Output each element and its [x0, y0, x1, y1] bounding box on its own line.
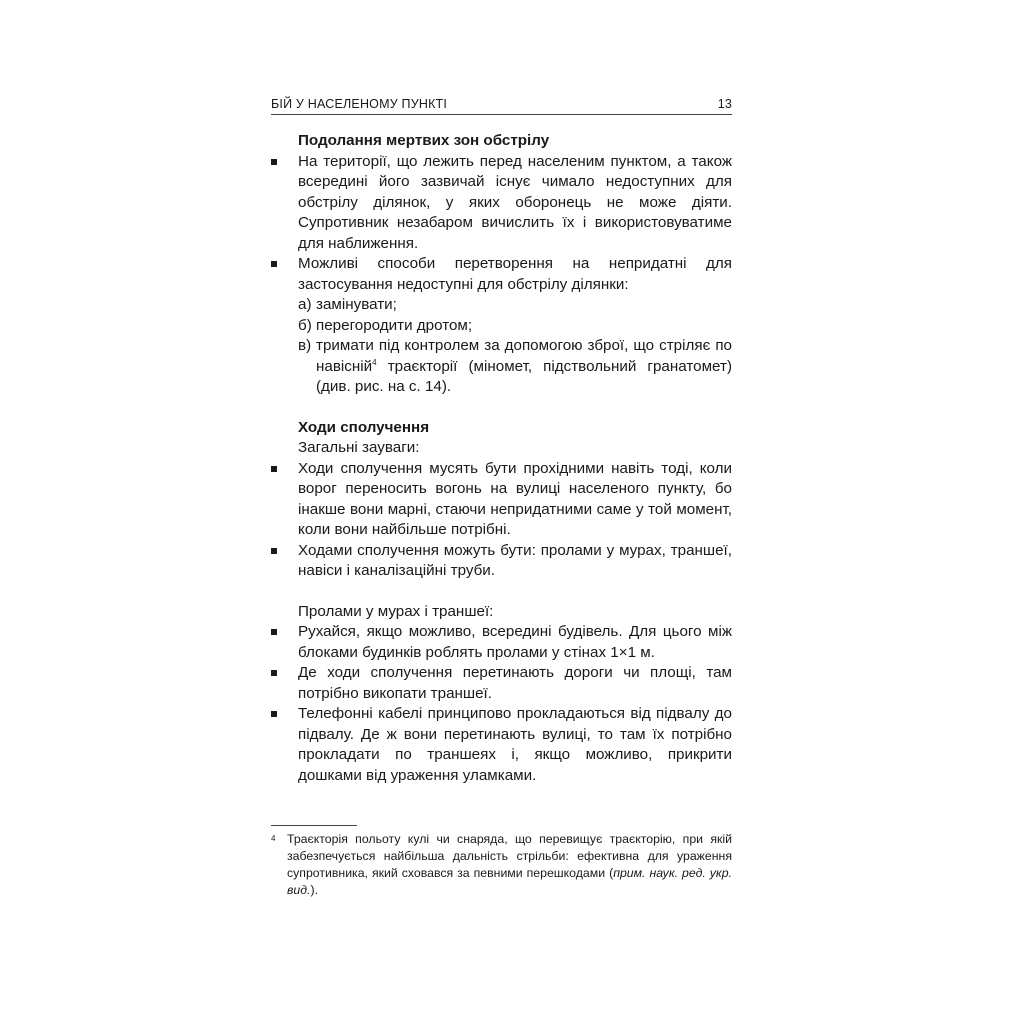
bullet-icon	[271, 629, 277, 635]
list-item: Де ходи сполучення перетинають дороги чи площі, там потрібно викопати траншеї.	[271, 663, 732, 704]
bullet-icon	[271, 670, 277, 676]
footnote-reference[interactable]: 4	[372, 357, 377, 367]
footnote: 4 Траєкторія польоту кулі чи снаряда, що перевищує траєкторію, при якій забезпечується найбільша дальність стрільби: ефективна для ураження супротивника, який сховався за певними перешкодами (прим. наук. ред. укр. вид.).	[271, 832, 732, 897]
bullet-icon	[271, 711, 277, 717]
subsection-label: Пролами у мурах і траншеї:	[298, 602, 494, 620]
list-item: Рухайся, якщо можливо, всередині будівель. Для цього між блоками будинків роблять пролами у стінах 1×1 м.	[271, 622, 732, 663]
main-text	[271, 131, 732, 786]
page-number: 13	[717, 97, 732, 111]
sub-item-a: а) замінувати;	[298, 296, 397, 313]
section-heading-communication: Ходи сполучення	[298, 418, 430, 436]
list-item: Ходи сполучення мусять бути прохідними навіть тоді, коли ворог переносить вогонь на вулиці населеного пункту, бо інакше вони марні, стаючи непридатними саме у той момент, коли вони найбільше потрібні.	[271, 459, 732, 541]
bullet-icon	[271, 466, 277, 472]
sub-item-c: в) тримати під контролем за допомогою зброї, що стріляє по навісній$^4$ траєкторії (міномет, підствольний гранатомет) (див. рис. на с. 14).	[298, 337, 732, 395]
running-header	[271, 94, 732, 115]
list-item: Телефонні кабелі принципово прокладаються від підвалу до підвалу. Де ж вони перетинають вулиці, то там їх потрібно прокладати по траншеях і, якщо можливо, прикрити дошками від ураження уламками.	[271, 704, 732, 786]
sub-item-b: б) перегородити дротом;	[298, 316, 473, 334]
list-item: На території, що лежить перед населеним пунктом, а також всередині його зазвичай існує чимало недоступних для обстрілу ділянок, у яких оборонець не може діяти. Супротивник незабаром вичислить їх і використовуватиме для наближення.	[271, 152, 732, 255]
bullet-icon	[271, 548, 277, 554]
list-item: Ходами сполучення можуть бути: пролами у мурах, траншеї, навіси і каналізаційні труби.	[271, 541, 732, 582]
footnote-divider	[271, 825, 357, 826]
general-remarks-label: Загальні зауваги:	[298, 439, 420, 456]
bullet-icon	[271, 159, 277, 165]
section-heading-dead-zones: Подолання мертвих зон обстрілу	[298, 132, 550, 149]
list-item: Можливі способи перетворення на непридатні для застосування недоступні для обстрілу ділянки:	[271, 254, 732, 295]
footnote-number: 4	[271, 834, 276, 843]
bullet-icon	[271, 261, 277, 267]
running-title: БІЙ У НАСЕЛЕНОМУ ПУНКТІ	[271, 97, 448, 111]
